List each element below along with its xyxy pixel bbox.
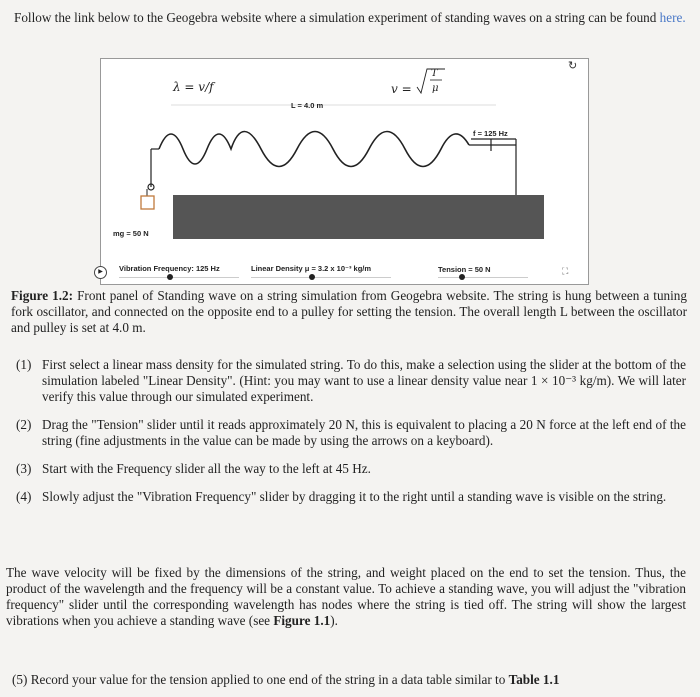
simulation-panel[interactable] [100, 58, 589, 285]
step-text: Record your value for the tension applied to one end of the string in a data table similar to [30, 672, 509, 687]
fullscreen-icon[interactable]: ⛶ [562, 266, 569, 276]
step-3 [16, 461, 686, 477]
reset-icon[interactable]: ↻ [568, 60, 578, 72]
frequency-label: f = 125 Hz [473, 129, 508, 138]
formula-tension: T [431, 68, 438, 79]
table-block [173, 195, 544, 239]
velocity-formula-lhs: v = [391, 82, 412, 96]
instruction-list [16, 357, 686, 517]
vibration-frequency-slider-label: Vibration Frequency: 125 Hz [119, 264, 220, 273]
step-1 [16, 357, 686, 405]
step-number: (5) [12, 672, 28, 687]
formula-mu: μ [432, 83, 439, 94]
step-text: Start with the Frequency slider all the way to the left at 45 Hz. [42, 461, 371, 476]
step-2 [16, 417, 686, 449]
vibration-frequency-slider[interactable] [167, 274, 173, 280]
step-4 [16, 489, 686, 505]
explanation-paragraph [6, 565, 686, 629]
play-icon[interactable]: ▶ [94, 266, 107, 279]
paragraph-end: ). [330, 613, 338, 628]
wavelength-formula: λ = v/f [173, 80, 214, 94]
step-5 [12, 672, 692, 688]
intro-text: Follow the link below to the Geogebra website where a simulation experiment of standing waves on a string can be found [14, 10, 660, 25]
figure-label: Figure 1.2: [11, 288, 74, 303]
step-number: (4) [16, 489, 32, 504]
linear-density-slider-label: Linear Density μ = 3.2 x 10⁻³ kg/m [251, 264, 372, 273]
hanging-mass [141, 196, 154, 209]
table-reference: Table 1.1 [508, 672, 560, 687]
here-link[interactable]: here. [659, 10, 686, 25]
caption-text: Front panel of Standing wave on a string simulation from Geogebra website. The string is hung between a tuning fork oscillator, and connected on the opposite end to a pulley for setting the tension. The overall length L between the oscillator and pulley is set at 4.0 m. [11, 288, 687, 335]
figure-reference: Figure 1.1 [273, 613, 331, 628]
tension-slider-label: Tension = 50 N [438, 265, 491, 274]
standing-wave [159, 132, 469, 167]
length-label: L = 4.0 m [291, 101, 324, 110]
weight-label: mg = 50 N [113, 229, 149, 238]
step-number: (3) [16, 461, 32, 476]
intro-paragraph [14, 10, 686, 26]
step-text: First select a linear mass density for the simulated string. To do this, make a selection using the slider at the bottom of the simulation labeled "Linear Density". (Hint: you may want to use a linear density value near 1 × 10⁻³ kg/m). We will later verify this value through our simulated experiment. [42, 357, 686, 404]
paragraph-text: The wave velocity will be fixed by the dimensions of the string, and weight placed on the end to set the tension. Thus, the product of the wavelength and the frequency will be a constant value. To achieve a standing wave, you will adjust the "vibration frequency" slider until the corresponding wavelength has nodes where the string is tied off. The string will show the largest vibrations when you achieve a standing wave (see [6, 565, 686, 628]
linear-density-slider[interactable] [309, 274, 315, 280]
step-number: (1) [16, 357, 32, 372]
tension-slider[interactable] [459, 274, 465, 280]
step-text: Slowly adjust the "Vibration Frequency" slider by dragging it to the right until a standing wave is visible on the string. [42, 489, 667, 504]
figure-caption [11, 288, 687, 336]
step-text: Drag the "Tension" slider until it reads approximately 20 N, this is equivalent to placing a 20 N force at the left end of the string (fine adjustments in the value can be made by using the arrows on a keyboard). [42, 417, 686, 448]
step-number: (2) [16, 417, 32, 432]
